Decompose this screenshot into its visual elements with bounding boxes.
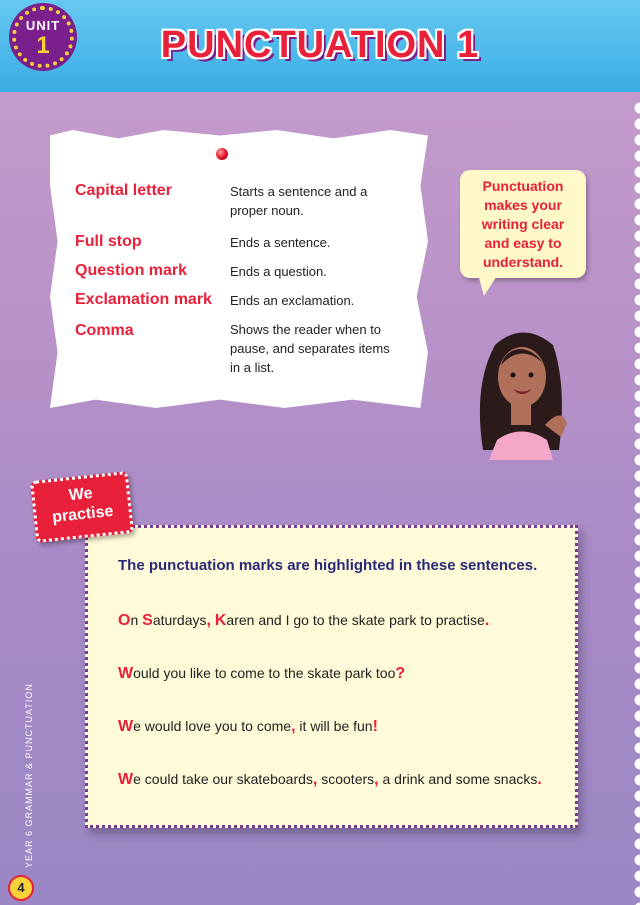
highlighted-mark: W bbox=[118, 771, 134, 788]
bubble-line: understand. bbox=[482, 254, 564, 270]
badge-line: We bbox=[68, 484, 94, 505]
sentence-text: a drink and some snacks bbox=[378, 771, 538, 787]
highlighted-mark: K bbox=[214, 612, 227, 629]
highlighted-mark: ! bbox=[372, 718, 378, 735]
definition-comma bbox=[230, 320, 410, 377]
badge-line: practise bbox=[51, 502, 115, 527]
we-practise-badge bbox=[30, 471, 134, 543]
speech-bubble bbox=[460, 170, 586, 278]
highlighted-mark: ? bbox=[395, 665, 406, 682]
highlighted-mark: , bbox=[206, 612, 211, 629]
page-title: PUNCTUATION 1 bbox=[160, 24, 480, 66]
bubble-line: writing clear bbox=[481, 216, 565, 232]
unit-label: UNIT bbox=[25, 18, 61, 33]
sentence-text: aren and I go to the skate park to practise bbox=[226, 612, 485, 628]
term-capital-letter: Capital letter bbox=[75, 182, 172, 199]
sentence-text: it will be fun bbox=[295, 718, 373, 734]
speech-bubble-tail bbox=[478, 274, 498, 296]
girl-illustration bbox=[455, 325, 590, 460]
highlighted-mark: W bbox=[118, 665, 134, 682]
sentence-text: n bbox=[130, 612, 143, 628]
term-question-mark: Question mark bbox=[75, 262, 188, 279]
definition-line: Ends a sentence. bbox=[230, 235, 331, 250]
example-sentence bbox=[118, 718, 378, 736]
sentence-text: ould you like to come to the skate park too bbox=[133, 665, 396, 681]
definition-line: Ends an exclamation. bbox=[230, 293, 355, 308]
page-edge-decoration bbox=[626, 100, 640, 905]
bubble-line: makes your bbox=[484, 197, 562, 213]
sentence-text: e would love you to come bbox=[133, 718, 292, 734]
highlighted-mark: , bbox=[312, 771, 318, 788]
sentence-text: e could take our skateboards bbox=[133, 771, 313, 787]
highlighted-mark: , bbox=[374, 771, 379, 788]
speech-bubble-text bbox=[460, 177, 586, 272]
practise-heading: The punctuation marks are highlighted in these sentences. bbox=[118, 557, 538, 574]
highlighted-mark: O bbox=[118, 612, 131, 629]
definition-full-stop bbox=[230, 233, 410, 252]
term-exclamation-mark: Exclamation mark bbox=[75, 291, 212, 308]
definition-question-mark bbox=[230, 262, 410, 281]
side-running-title: YEAR 6 GRAMMAR & PUNCTUATION bbox=[24, 683, 34, 868]
example-sentence bbox=[118, 665, 405, 683]
definition-line: Shows the reader when to bbox=[230, 322, 382, 337]
definition-line: in a list. bbox=[230, 360, 275, 375]
term-full-stop: Full stop bbox=[75, 233, 142, 250]
page-number: 4 bbox=[8, 875, 34, 901]
unit-number: 1 bbox=[36, 32, 50, 59]
bubble-line: Punctuation bbox=[482, 178, 564, 194]
definition-line: Ends a question. bbox=[230, 264, 327, 279]
definition-line: proper noun. bbox=[230, 203, 304, 218]
highlighted-mark: S bbox=[142, 612, 153, 629]
example-sentence bbox=[118, 612, 489, 630]
highlighted-mark: , bbox=[291, 718, 296, 735]
sentence-text: scooters bbox=[317, 771, 375, 787]
definition-capital-letter bbox=[230, 182, 410, 220]
bubble-line: and easy to bbox=[484, 235, 562, 251]
term-comma: Comma bbox=[75, 322, 134, 339]
definition-line: pause, and separates items bbox=[230, 341, 390, 356]
example-sentence bbox=[118, 771, 542, 789]
highlighted-mark: . bbox=[537, 771, 542, 788]
highlighted-mark: . bbox=[484, 612, 490, 629]
sentence-text: aturdays bbox=[152, 612, 207, 628]
definition-exclamation-mark bbox=[230, 291, 410, 310]
pin-icon bbox=[216, 148, 228, 160]
highlighted-mark: W bbox=[118, 718, 134, 735]
definition-line: Starts a sentence and a bbox=[230, 184, 368, 199]
we-practise-text bbox=[34, 480, 130, 529]
